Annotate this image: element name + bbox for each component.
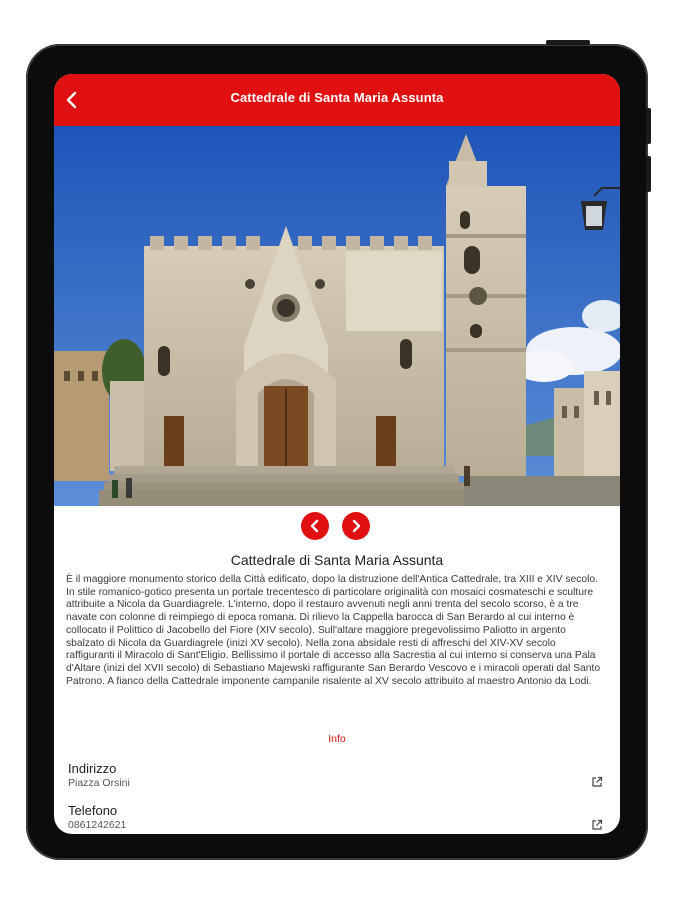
back-button[interactable] <box>60 88 84 112</box>
tablet-top-button <box>546 40 590 45</box>
app-bar <box>54 74 620 126</box>
tablet-side-button-1 <box>646 108 651 144</box>
tablet-side-button-2 <box>646 156 651 192</box>
cathedral-photo <box>54 126 620 506</box>
page-title: Cattedrale di Santa Maria Assunta <box>230 90 444 105</box>
chevron-right-icon <box>342 512 370 540</box>
description-text: È il maggiore monumento storico della Città edificato, dopo la distruzione dell'Antica Cattedrale, tra XIII e XIV secolo. In stile romanico-gotico presenta un portale trecentesco di particolare originalità con mosaici cosmateschi e sculture attribuite a Nicola da Guardiagrele. L'interno, dopo il restauro avvenuti negli anni trenta del secolo scorso, è a tre navate con colonne di reimpiego di epoca romana. Di rilievo la Cappella barocca di San Berardo al cui interno è collocato il Polittico di Jacobello del Fiore (XIV secolo). Sull'altare maggiore pregevolissimo Paliotto in argento sbalzato di Nicola da Guardiagrele (inizi XV secolo). Nella zona absidale resti di affreschi del XIV-XV secolo raffiguranti il Miracolo di Sant'Eligio. Bellissimo il portale di accesso alla Sacrestia al cui interno si conserva una Pala d'Altare (inizi del XVII secolo) di Sebastiano Majewski raffigurante San Berardo Vescovo e i miracoli operati dal Santo Patrono. A fianco della Cattedrale imponente campanile risalente al XV secolo attribuito al maestro Antonio da Lodi. <box>66 574 601 687</box>
address-label: Indirizzo <box>68 761 117 776</box>
gallery-prev-button[interactable] <box>301 512 329 540</box>
address-value: Piazza Orsini <box>68 777 130 789</box>
phone-label: Telefono <box>68 803 118 818</box>
chevron-left-icon <box>60 88 84 112</box>
info-link[interactable]: Info <box>328 733 346 745</box>
gallery-next-button[interactable] <box>342 512 370 540</box>
phone-value: 0861242621 <box>68 819 127 831</box>
external-link-icon[interactable] <box>591 776 603 788</box>
chevron-left-icon <box>301 512 329 540</box>
app-screen <box>54 74 620 834</box>
gallery-nav <box>54 512 620 542</box>
content-title: Cattedrale di Santa Maria Assunta <box>230 552 444 568</box>
external-link-icon[interactable] <box>591 819 603 831</box>
